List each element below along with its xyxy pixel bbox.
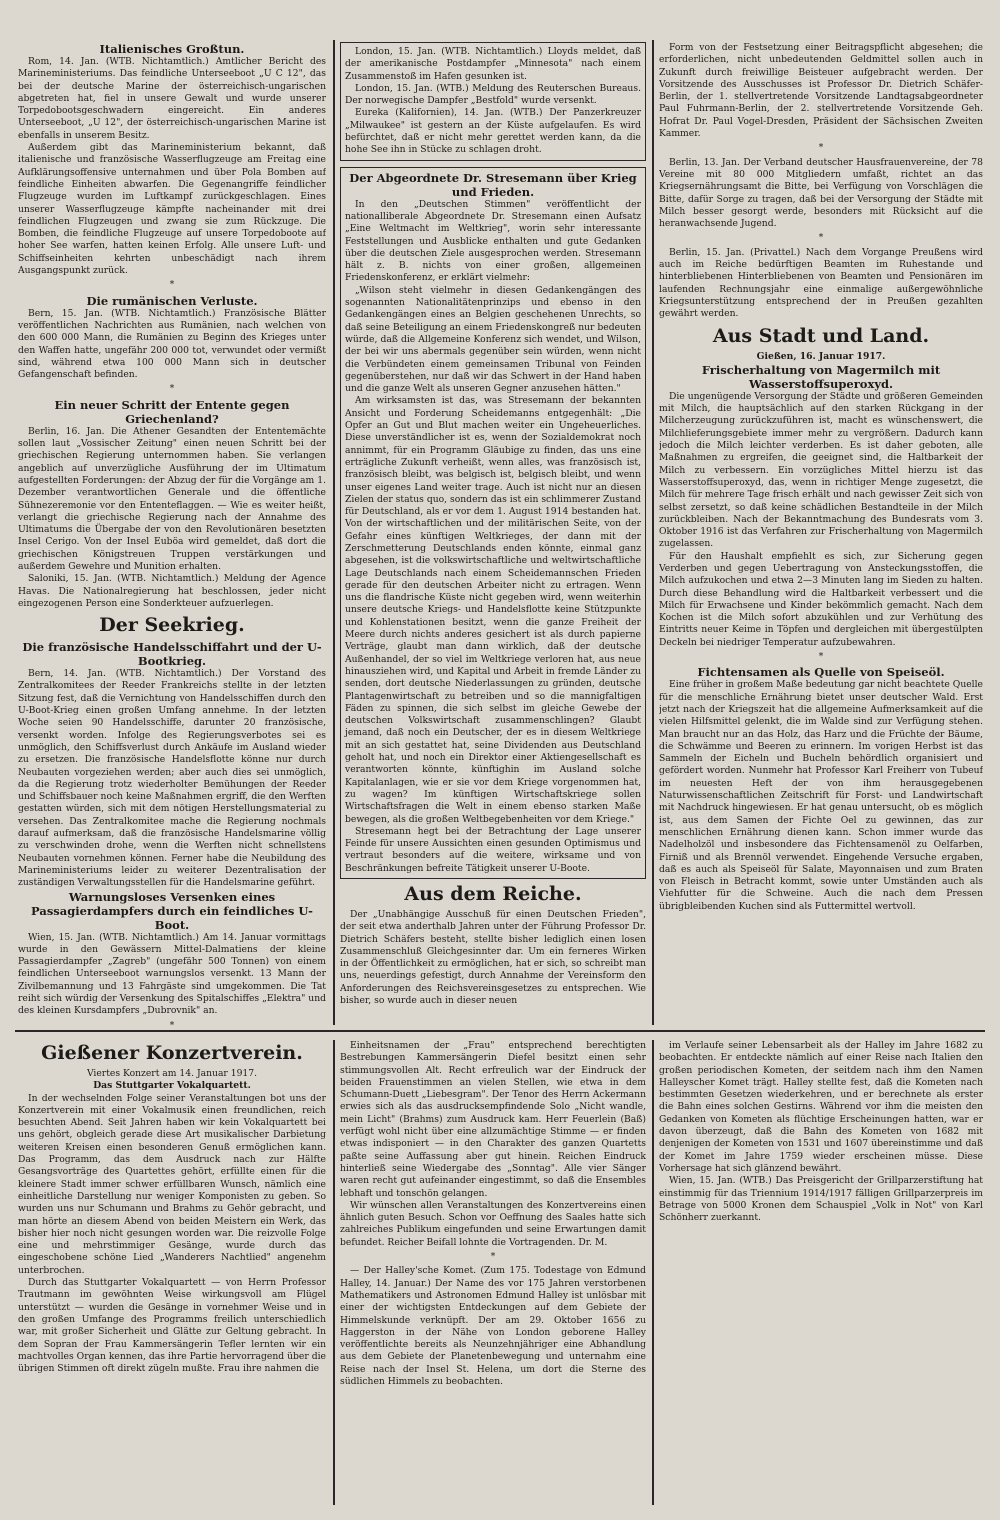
dateline: Gießen, 16. Januar 1917.	[756, 350, 886, 362]
middle-column	[340, 42, 646, 1027]
london-para-2: London, 15. Jan. (WTB.) Meldung des Reuterschen Bureaus. Der norwegische Dampfer „Bestfold" wurde versenkt.	[345, 82, 641, 107]
beamten-para: Berlin, 15. Jan. (Privattel.) Nach dem Vorgange Preußens wird auch im Reiche bedürftigen Beamten im Ruhestande und hinterbliebenen Hinterbliebenen von Beamten und Pensionären im laufenden Rechnungsjahr eine einmalige außergewöhnliche Kriegsunterstützung entsprechend der in Preußen gezahlten gewährt werden.	[659, 246, 983, 320]
bottom-left-column	[18, 1038, 326, 1508]
konzert-subtitle: Viertes Konzert am 14. Januar 1917.	[86, 1068, 258, 1079]
fichten-heading: Fichtensamen als Quelle von Speiseöl.	[697, 665, 945, 680]
italian-heading: Italienisches Großtun.	[99, 42, 245, 56]
hausfrauen-para: Berlin, 13. Jan. Der Verband deutscher Hausfrauenvereine, der 78 Vereine mit 80 000 Mitgliedern umfaßt, richtet an das Kriegsernährungsamt die Bitte, bei Verfügung von Vorschlägen die Bitte, dafür Sorge zu tragen, daß bei der Versorgung der Städte mit Milch besser gesorgt werde, besonders mit Rücksicht auf die heranwachsende Jugend.	[659, 156, 983, 230]
konzert-subtitle-2: Das Stuttgarter Vokalquartett.	[93, 1080, 251, 1092]
greece-heading: Ein neuer Schritt der Entente gegen Griechenland?	[54, 397, 290, 426]
seekrieg-heading: Der Seekrieg.	[99, 614, 245, 637]
magermilch-heading: Frischerhaltung von Magermilch mit Wasserstoffsuperoxyd.	[701, 362, 941, 391]
romanian-para: Bern, 15. Jan. (WTB. Nichtamtlich.) Französische Blätter veröffentlichen Nachrichten aus Rumänien, nach welchen von den 600 000 Mann, die Rumänien zu Beginn des Krieges unter den Waffen hatte, ungefähr 200 000 tot, verwundet oder vermißt sind, während etwa 100 000 Mann sich in deutscher Gefangenschaft befinden.	[18, 307, 326, 381]
fichten-para: Eine früher in großem Maße bedeutung gar nicht beachtete Quelle für die menschliche Ernährung bietet unser deutscher Wald. Erst jetzt nach der Kriegszeit hat die allgemeine Aufmerksamkeit auf die vielen Hilfsmittel gelenkt, die im Walde sind zur Verfügung stehen. Man braucht nur an das Holz, das Harz und die Früchte der Bäume, die Schwämme und Beeren zu erinnern. Im vorigen Herbst ist das Sammeln der Eicheln und Bucheln behördlich organisiert und gefördert worden. Nunmehr hat Professor Karl Freiherr von Tubeuf im neuesten Heft der von ihm herausgegebenen Naturwissenschaftlichen Zeitschrift für Forst- und Landwirtschaft mit Nachdruck hingewiesen. Er hat genau untersucht, ob es möglich ist, aus dem Samen der Fichte Oel zu gewinnen, das zur menschlichen Ernährung dienen kann. Schon immer wurde das Nadelholzöl und insbesondere das Fichtensamenöl zu Oelfarben, Firniß und als Brennöl verwendet. Eingehende Versuche ergaben, daß es auch als Speiseöl für Salate, Mayonnaisen und zum Braten von Fleisch in Betracht kommt, sowie unter Umständen auch als Viehfutter für die Schweine. Auch die nach dem Pressen übrigbleibenden Kuchen sind als Futtermittel wertvoll.	[659, 679, 983, 912]
stresemann-para-2: „Wilson steht vielmehr in diesen Gedankengängen des sogenannten Nationalitätenprinzips und ebenso in den Gedankengängen eines an Belgien geschehenen Unrechts, so daß seine Beteiligung an einem Friedenskongreß nur bedeuten würde, daß die Allgemeine Konferenz sich wendet, und Wilson, der bei wir uns abermals gegenüber sein würden, wenn nicht die Verbündeten einem gemeinsamen Tribunal von Feinden gegenüberstehen, nur daß wir das Schwert in der Hand haben und die ganze Welt als unseren Gegner anzusehen hätten."	[345, 284, 641, 395]
konzert-continued-para: Einheitsnamen der „Frau" entsprechend berechtigten Bestrebungen Kammersängerin Diefel besitzt einen sehr stimmungsvollen Alt. Recht erfreulich war der Eindruck der beiden Frauenstimmen an vielen Stellen, wie etwa in dem Schumann-Duett „Liebesgram". Der Tenor des Herrn Ackermann erwies sich als das ausdrucksempfindende Solo „Nicht wandle, mein Licht" (Brahms) zum Ausdruck kam. Herr Feuerlein (Baß) verfügt wohl nicht über eine allzumächtige Stimme — er finden etwas indisponiert — in den Charakter des ganzen Quartetts paßte seine Auffassung aber gut hinein. Reichen Eindruck hinterließ seine Wiedergabe des „Sonntag". Alle vier Sänger waren recht gut aufeinander eingestimmt, so daß die Ensembles lebhaft und tonschön gelangen.	[340, 1040, 646, 1199]
stresemann-para-3: Am wirksamsten ist das, was Stresemann der bekannten Ansicht und Forderung Scheidemanns entgegenhält: „Die Opfer an Gut und Blut machen weiter ein Ungeheuerliches. Diese unverständlicher ist es, wenn der Sozialdemokrat noch annimmt, für ein Programm Gläubige zu finden, das uns eine erträgliche Zukunft verheißt, wenn alles, was französisch ist, französisch bleibt, was belgisch ist, belgisch bleibt, und wenn unser eigenes Land weiter trage. Auch ist nicht nur an diesen Zielen der status quo, sondern das ist ein schlimmerer Zustand für Deutschland, als er vor dem 1. August 1914 bestanden hat. Von der wirtschaftlichen und der militärischen Seite, von der Gefahr eines künftigen Weltkrieges, der dann mit der Zerschmetterung Deutschlands enden könnte, einmal ganz abgesehen, ist die volkswirtschaftliche und weltwirtschaftliche Lage Deutschlands nach einem Scheidemannschen Frieden gerade für den deutschen Arbeiter nicht zu ertragen. Wenn uns die flandrische Küste nicht gegeben wird, wenn weiterhin unsere deutsche Kriegs- und Handelsflotte keine Stützpunkte und Kohlenstationen besitzt, wenn die ganze Freiheit der Meere durch nichts anderes gesichert ist als durch papierne Verträge, glaubt man dann wirklich, daß der deutsche Außenhandel, der so viel im Weltkriege verloren hat, aus neue hinausziehen wird, und Kapital und Arbeit in fremde Länder zu senden, dort deutsche Niederlassungen zu gründen, deutsche Plantagenwirtschaft zu betreiben und so die mannigfaltigen Fäden zu spinnen, die sich selbst im gleiche Gewebe der deutschen Volkswirtschaft zusammenschlingen? Glaubt jemand, daß noch ein Deutscher, der es in diesem Weltkriege mit an sich gestattet hat, seine Dividenden aus Deutschland geholt hat, und noch ein Direktor einer Aktiengesellschaft es verantworten könnte, künftighin im Ausland solche Kapitalanlagen, wie er sie vor dem Kriege vorgenommen hat, zu wagen? Im künftigen Wirtschaftskriege sollen Wirtschaftsfragen die Welt in einem ebenso starken Maße bewegen, als die großen Weltbegebenheiten vor dem Kriege."	[345, 395, 641, 825]
stresemann-para-4: Stresemann hegt bei der Betrachtung der Lage unserer Feinde für unsere Aussichten einen gesunden Optimismus und vertraut besonders auf die weitere, wirksame und von Beschränkungen befreite Tätigkeit unserer U-Boote.	[345, 825, 641, 874]
stresemann-box	[340, 167, 646, 879]
column-rule	[652, 40, 654, 1025]
right-column	[659, 42, 983, 1027]
warning-para-1: Wien, 15. Jan. (WTB. Nichtamtlich.) Am 14. Januar vormittags wurde in den Gewässern Mittel-Dalmatiens der kleine Passagierdampfer „Zagreb" (ungefähr 500 Tonnen) von einem feindlichen Unterseeboot warnungslos versenkt. 13 Mann der Zivilbemannung und 13 Fahrgäste sind umgekommen. Die Tat reiht sich würdig der Versenkung des Spitalschiffes „Elektra" und des kleinen Kursdampfers „Dubrovnik" an.	[18, 931, 326, 1017]
separator: *	[818, 233, 824, 244]
greece-para-1: Berlin, 16. Jan. Die Athener Gesandten der Ententemächte sollen laut „Vossischer Zeitung" einen neuen Schritt bei der griechischen Regierung unternommen haben. Sie verlangen angeblich auf unverzügliche Ausführung der im Ultimatum aufgestellten Forderungen: der Abzug der für die Vorgänge am 1. Dezember verantwortlichen Generale und die öffentliche Sühnezeremonie vor den Ententeflaggen. — Wie es weiter heißt, verlangt die griechische Regierung nach der Annahme des Ultimatums die Übergabe der von den Revolutionären besetzten Insel Cerigo. Von der Insel Euböa wird gemeldet, daß dort die griechischen Königstreuen Truppen verstärkungen und außerdem Gewehre und Munition erhalten.	[18, 425, 326, 572]
warning-heading: Warnungsloses Versenken eines Passagierdampfers durch ein feindliches U-Boot.	[31, 889, 313, 932]
separator: *	[818, 652, 824, 663]
news-box	[340, 42, 646, 161]
reich-heading: Aus dem Reiche.	[404, 883, 582, 905]
romanian-heading: Die rumänischen Verluste.	[86, 293, 258, 308]
stadt-land-heading: Aus Stadt und Land.	[712, 324, 930, 347]
konzert-closing-para: Wir wünschen allen Veranstaltungen des Konzertvereins einen ähnlich guten Besuch. Schon vor Oeffnung des Saales hatte sich zahlreiches Publikum eingefunden und seine Erwartungen damit befundet. Reicher Beifall lohnte die Vortragenden. Dr. M.	[340, 1199, 646, 1248]
halley-para: — Der Halley'sche Komet. (Zum 175. Todestage von Edmund Halley, 14. Januar.) Der Name des vor 175 Jahren verstorbenen Mathematikers und Astronomen Edmund Halley ist unlösbar mit einer der wichtigsten Entdeckungen auf dem Gebiete der Himmelskunde verknüpft. Der am 29. Oktober 1656 zu Haggerston in der Nähe von London geborene Halley veröffentlichte bereits als Neunzehnjähriger eine Abhandlung aus dem Gebiete der Planetenbewegung und unternahm eine Reise nach der Insel St. Helena, um dort die Sterne des südlichen Himmels zu beobachten.	[340, 1265, 646, 1388]
eureka-para: Eureka (Kalifornien), 14. Jan. (WTB.) Der Panzerkreuzer „Milwaukee" ist gestern an der Küste aufgelaufen. Es wird befürchtet, daß er nicht mehr gerettet werden kann, da die hohe See ihn in Stücke zu schlagen droht.	[345, 107, 641, 156]
left-column	[18, 42, 326, 1027]
konzert-heading: Gießener Konzertverein.	[41, 1042, 303, 1064]
bottom-middle-column	[340, 1040, 646, 1508]
grillparzer-para: Wien, 15. Jan. (WTB.) Das Preisgericht der Grillparzerstiftung hat einstimmig für das Triennium 1914/1917 fälligen Grillparzerpreis im Betrage von 5000 Kronen dem Schauspiel „Volk in Not" von Karl Schönherr zuerkannt.	[659, 1175, 983, 1224]
greece-para-2: Saloniki, 15. Jan. (WTB. Nichtamtlich.) Meldung der Agence Havas. Die Nationalregierung hat beschlossen, jeder nicht eingezogenen Person eine Sonderkteuer aufzuerlegen.	[18, 573, 326, 609]
italian-para-2: Außerdem gibt das Marineministerium bekannt, daß italienische und französische Wasserflugzeuge am Freitag eine Aufklärungsoffensive unternahmen und über Pola Bomben auf feindliche Einheiten abwarfen. Die Gegenangriffe feindlicher Flugzeuge wurden im Luftkampf zurückgeschlagen. Eines unserer Wasserflugzeuge kämpfte nacheinander mit drei feindlichen Flugzeugen und zwang sie zum Rückzuge. Die Bomben, die feindliche Flugzeuge auf unsere Torpedoboote auf hoher See warfen, hatten keinen Erfolg. Alle unsere Luft- und Schiffseinheiten kehrten unbeschädigt nach ihrem Ausgangspunkt zurück.	[18, 142, 326, 277]
italian-para-1: Rom, 14. Jan. (WTB. Nichtamtlich.) Amtlicher Bericht des Marineministeriums. Das feindliche Unterseeboot „U C 12", das bei der deutsche Marine der österreichisch-ungarischen abgetreten hat, fiel in unsere Gewalt und wurde unserer Torpedobootsgeschwadern eingereicht. Ein anderes Unterseeboot, „U 12", der österreichisch-ungarischen Marine ist ebenfalls in unserem Besitz.	[18, 56, 326, 141]
konzert-para-1: In der wechselnden Folge seiner Veranstaltungen bot uns der Konzertverein mit einer Vokalmusik einen freundlichen, reich besuchten Abend. Seit Jahren haben wir kein Vokalquartett bei uns gehört, obgleich gerade diese Art musikalischer Darbietung weiteren Kreisen einen besonderen Genuß ermöglichen kann. Das Programm, das dem Ausdruck nach zur Hälfte Gesangsvorträge des Quartettes gehört, erfüllte einen für die kleinere Stadt immer schwer erfüllbaren Wunsch, nämlich eine einheitliche Darstellung nur weniger Komponisten zu geben. So wurden uns nur Schumann und Brahms zu Gehör gebracht, und man hörte an diesem Abend von beiden Meistern ein Werk, das bisher hier noch nicht gesungen worden war. Die reizvolle Folge eine und mehrstimmiger Gesänge, wurde durch das eingeschobene schöne Lied „Wanderers Nachtlied" angenehm unterbrochen.	[18, 1092, 326, 1276]
french-shipping-para: Bern, 14. Jan. (WTB. Nichtamtlich.) Der Vorstand des Zentralkomitees der Reeder Frankreichs stellte in der letzten Sitzung fest, daß die Vernichtung von Handelsschiffen durch den U-Boot-Krieg einen großen Umfang annehme. In der letzten Woche seien 90 Handelsschiffe, darunter 20 französische, versenkt worden. Infolge des Regierungsverbotes sei es unmöglich, den Schiffsverlust durch Ankäufe im Ausland wieder zu ersetzen. Die französische Handelsflotte könne nur durch Neubauten vorgeziehen werden; aber auch dies sei unmöglich, da die Regierung trotz wiederholter Bemühungen der Reeder und Schiffsbauer noch keine Maßnahmen ergriff, die den Werften gestatten würden, sich mit dem nötigen Herstellungsmaterial zu versehen. Das Zentralkomitee mache die Regierung nochmals darauf aufmerksam, daß die französische Handelsmarine völlig zu verschwinden drohe, wenn die Werften nicht schnellstens Neubauten vornehmen können. Ferner habe die Neubildung des Marineministeriums leider zu weiterer Dezentralisation der zuständigen Verwaltungsstellen für die Handelsmarine geführt.	[18, 668, 326, 889]
horizontal-rule	[15, 1030, 985, 1032]
halley-continued-para: im Verlaufe seiner Lebensarbeit als der Halley im Jahre 1682 zu beobachten. Er entdeckte nämlich auf einer Reise nach Italien den großen periodischen Kometen, der seitdem nach ihm den Namen Halleyscher Komet trägt. Halley stellte fest, daß die Kometen nach bestimmten Gesetzen wiederkehren, und er berechnete als erster die Bahn eines solchen Gestirns. Während vor ihm die meisten den Gedanken von Kometen als flüchtige Erscheinungen hatten, war er davon überzeugt, daß die Bahn des Kometen von 1682 mit denjenigen der Kometen von 1531 und 1607 übereinstimme und daß der Komet im Jahre 1759 wieder erscheinen müsse. Diese Vorhersage hat sich glänzend bewährt.	[659, 1040, 983, 1174]
konzert-para-2: Durch das Stuttgarter Vokalquartett — von Herrn Professor Trautmann im gewöhnten Weise wirkungsvoll am Flügel unterstützt — wurden die Gesänge in vornehmer Weise und in den großen Umfange des Programms freilich unterschiedlich war, mit großer Sicherheit und Glätte zur Geltung gebracht. In dem Sopran der Frau Kammersängerin Tefler lernten wir ein machtvolles Organ kennen, das ihre Partie hervorragend über die übrigen Stimmen oft direkt zügeln mußte. Frau ihre nahmen die	[18, 1277, 326, 1375]
bottom-right-column	[659, 1040, 983, 1508]
committee-para: Form von der Festsetzung einer Beitragspflicht abgesehen; die erforderlichen, nicht unbedeutenden Geldmittel sollen auch in Zukunft durch freiwillige Beisteuer aufgebracht werden. Der Vorsitzende des Ausschusses ist Professor Dr. Dietrich Schäfer-Berlin, der 1. stellvertretende Vorsitzende Landtagsabgeordneter Paul Fuhrmann-Berlin, der 2. stellvertretende Vorsitzende Geh. Hofrat Dr. Paul Vogel-Dresden, Präsident der Sächsischen Zweiten Kammer.	[659, 42, 983, 140]
separator: *	[818, 143, 824, 154]
column-rule	[333, 1040, 335, 1505]
reich-para: Der „Unabhängige Ausschuß für einen Deutschen Frieden", der seit etwa anderthalb Jahren unter der Führung Professor Dr. Dietrich Schäfers besteht, stellte bisher lediglich einen losen Zusammenschluß Gleichgesinnter dar. Um ein ferneres Wirken in der Öffentlichkeit zu ermöglichen, hat er sich, so schreibt man uns, neuerdings gefestigt, durch Annahme der Vereinsform den Anforderungen des Reichsvereinsgesetzes zu entsprechen. Wie bisher, so wurde auch in dieser neuen	[340, 909, 646, 1007]
stresemann-heading: Der Abgeordnete Dr. Stresemann über Krieg und Frieden.	[349, 170, 637, 199]
magermilch-para-1: Die ungenügende Versorgung der Städte und größeren Gemeinden mit Milch, die hauptsächlich auf den starken Rückgang in der Milcherzeugung zurückzuführen ist, macht es wünschenswert, die Milchlieferungsgebiete immer mehr zu vergrößern. Dadurch kann jedoch die Milch leichter verderben. Es ist daher geboten, alle Maßnahmen zu ergreifen, die geeignet sind, die Haltbarkeit der Milch zu verbessern. Ein vorzügliches Mittel hierzu ist das Wasserstoffsuperoxyd, das, wenn in richtiger Menge zugesetzt, die Milch für mehrere Tage frisch erhält und nach gewisser Zeit sich von selbst zersetzt, so daß keine schädlichen Bestandteile in der Milch zurückbleiben. Nach der Bekanntmachung des Bundesrats vom 3. Oktober 1916 ist das Verfahren zur Frischerhaltung von Magermilch zugelassen.	[659, 390, 983, 550]
separator: *	[169, 1020, 175, 1027]
magermilch-para-2: Für den Haushalt empfiehlt es sich, zur Sicherung gegen Verderben und gegen Uebertragung von Ansteckungsstoffen, die Milch aufzukochen und etwa 2—3 Minuten lang im Sieden zu halten. Durch diese Behandlung wird die Haltbarkeit verbessert und die Milch für Erwachsene und Kinder bekömmlich gemacht. Nach dem Kochen ist die Milch sofort abzukühlen und zur Verhütung des Eintritts neuer Keime in Töpfen und dergleichen mit übergestülpten Deckeln bei niedriger Temperatur aufzubewahren.	[659, 550, 983, 648]
french-shipping-heading: Die französische Handelsschiffahrt und der U-Bootkrieg.	[22, 640, 322, 669]
column-rule	[652, 1040, 654, 1505]
stresemann-para-1: In den „Deutschen Stimmen" veröffentlicht der nationalliberale Abgeordnete Dr. Stresemann einen Aufsatz „Eine Weltmacht im Weltkrieg", worin sehr interessante Feststellungen und Ausblicke enthalten und gute Gedanken über die deutschen Ziele ausgesprochen werden. Stresemann hält z. B. nichts von einer großen, allgemeinen Friedenskonferenz, er erklärt vielmehr:	[345, 198, 641, 284]
separator: *	[169, 384, 175, 395]
column-rule	[333, 40, 335, 1025]
separator: *	[490, 1252, 496, 1263]
london-para-1: London, 15. Jan. (WTB. Nichtamtlich.) Lloyds meldet, daß der amerikanische Postdampfer „Minnesota" nach einem Zusammenstoß im Hafen gesunken ist.	[345, 46, 641, 82]
separator: *	[169, 280, 175, 291]
